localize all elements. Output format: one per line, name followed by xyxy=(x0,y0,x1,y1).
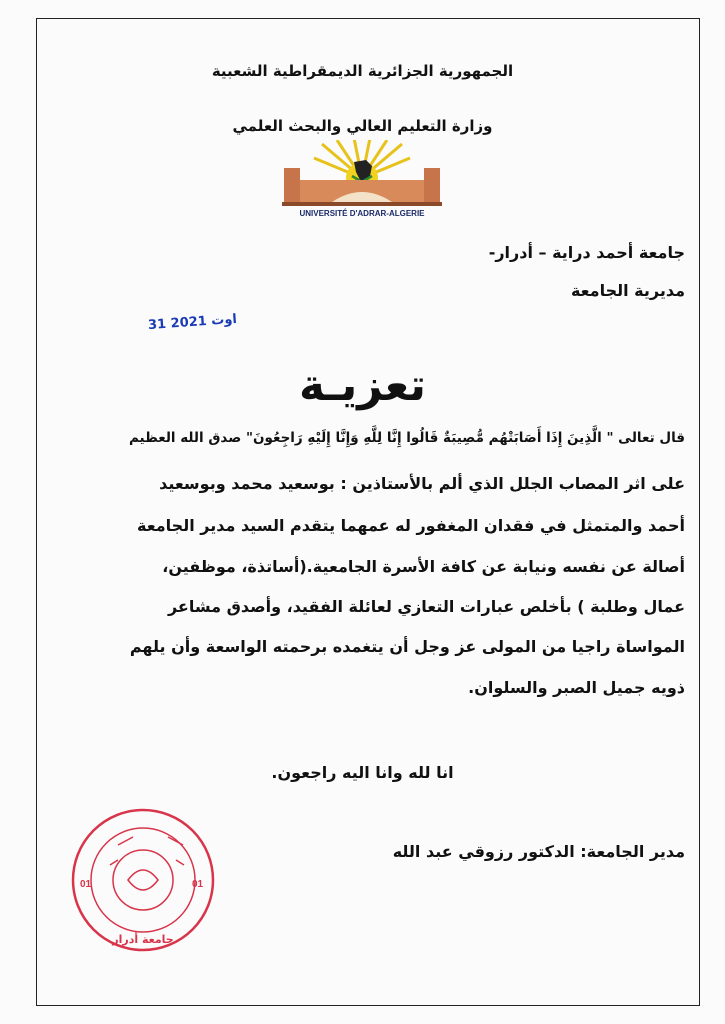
stamp-text: جامعة أدرار xyxy=(112,933,174,946)
document-title: تعزيـة xyxy=(299,360,426,411)
date-stamp: 31 اوت 2021 xyxy=(147,311,238,334)
university-name: جامعة أحمد دراية – أدرار- xyxy=(488,243,685,262)
official-stamp xyxy=(58,805,228,955)
ministry-heading: وزارة التعليم العالي والبحث العلمي xyxy=(232,117,493,135)
signature-line: مدير الجامعة: الدكتور رزوقي عبد الله xyxy=(392,842,685,861)
body-line: المواساة راجيا من المولى عز وجل أن يتغمده برحمته الواسعة وأن يلهم xyxy=(129,637,685,656)
republic-heading: الجمهورية الجزائرية الديمقراطية الشعبية xyxy=(211,62,514,80)
body-line: عمال وطلبة ) بأخلص عبارات التعازي لعائلة الفقيد، وأصدق مشاعر xyxy=(167,597,685,616)
university-logo xyxy=(262,140,462,218)
body-line: على اثر المصاب الجلل الذي ألم بالأستاذين : بوسعيد محمد وبوسعيد xyxy=(159,474,685,493)
stamp-number-right: 01 xyxy=(192,879,204,890)
stamp-number-left: 01 xyxy=(80,879,92,890)
body-line: ذويه جميل الصبر والسلوان. xyxy=(468,678,685,697)
body-line: أحمد والمتمثل في فقدان المغفور له عمهما يتقدم السيد مدير الجامعة xyxy=(137,516,685,535)
closing-phrase: انا لله وانا اليه راجعون. xyxy=(271,763,454,782)
directorate-name: مديرية الجامعة xyxy=(570,281,685,300)
emblem-icon xyxy=(113,850,173,910)
logo-caption: UNIVERSITÉ D'ADRAR-ALGERIE xyxy=(299,209,425,218)
quran-verse: قال تعالى " الَّذِينَ إِذَا أَصَابَتْهُم مُّصِيبَةٌ قَالُوا إِنَّا لِلَّهِ وَإِنَّا إِلَيْهِ رَاجِعُونَ" صدق الله العظيم xyxy=(128,430,685,446)
body-line: أصالة عن نفسه ونيابة عن كافة الأسرة الجامعية.(أساتذة، موظفين، xyxy=(162,557,685,576)
